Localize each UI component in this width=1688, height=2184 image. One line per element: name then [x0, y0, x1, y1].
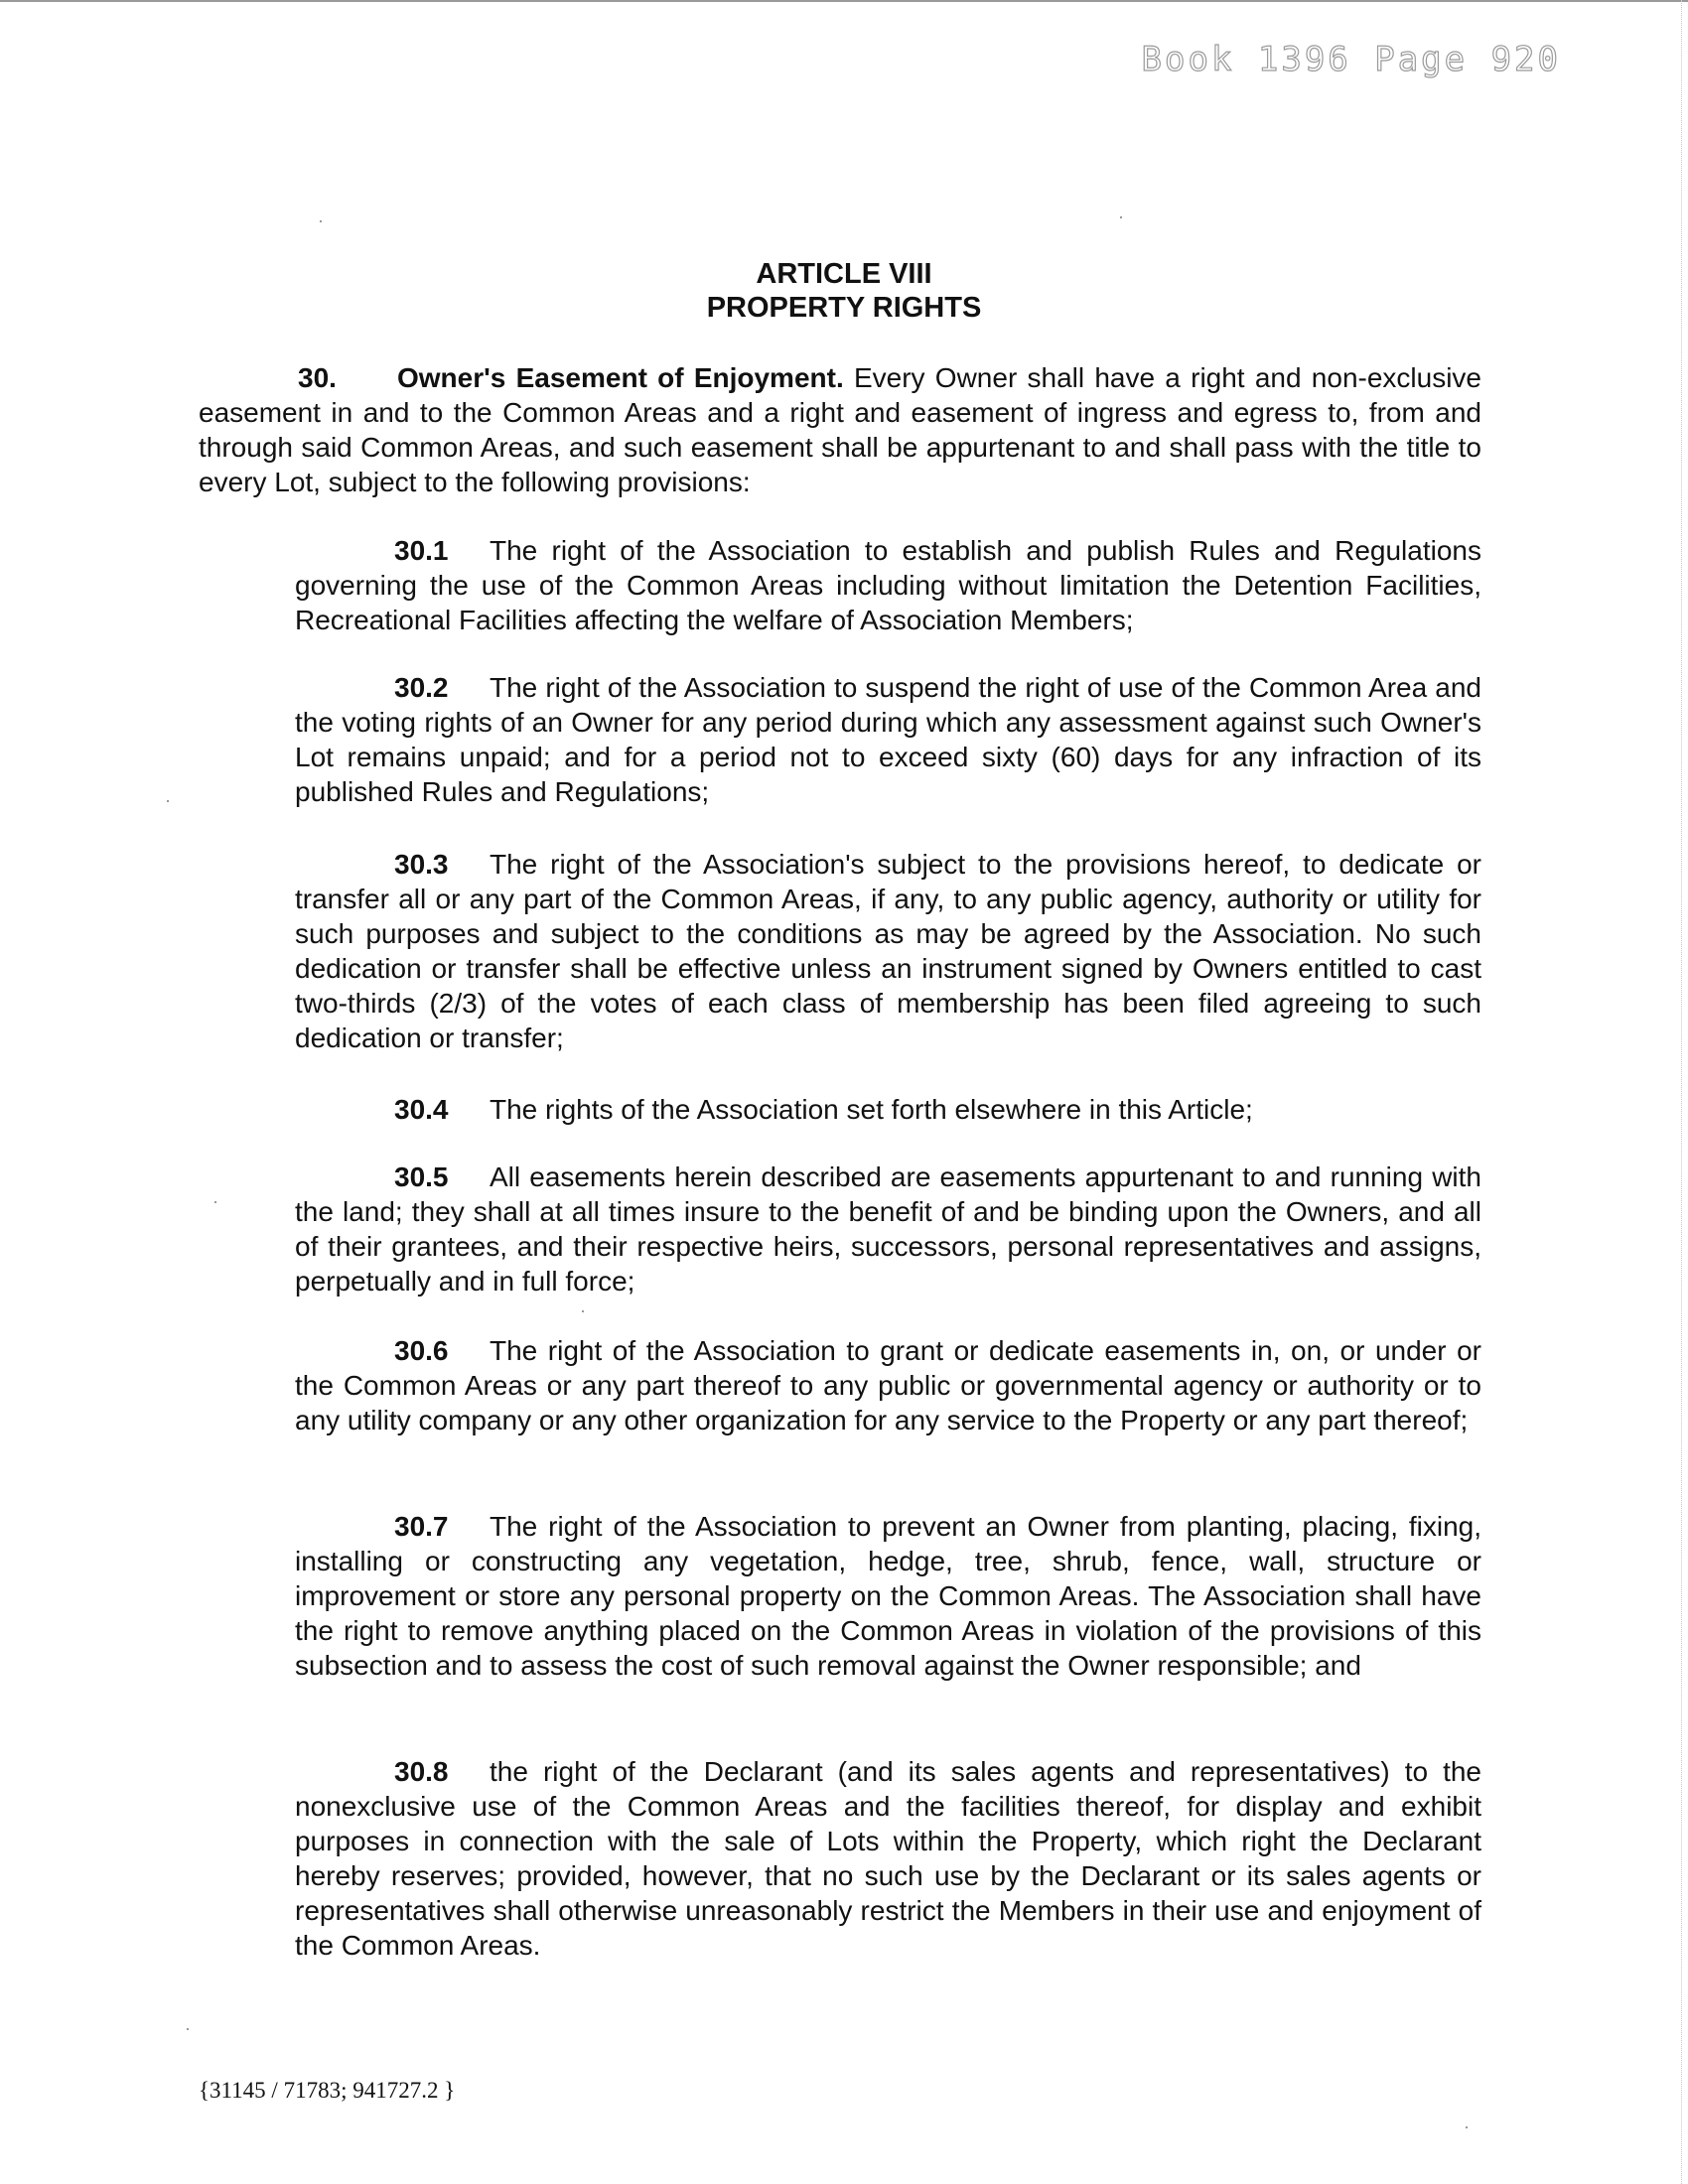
scan-right-edge	[1681, 0, 1688, 2184]
subsection-30-1	[295, 533, 1481, 637]
document-id-footer: {31145 / 71783; 941727.2 }	[199, 2078, 456, 2103]
scan-speck	[1466, 2126, 1468, 2128]
subsection-text: All easements herein described are easements appurtenant to and running with the land; they shall at all times insure to the benefit of and be binding upon the Owners, and all of their grantees, and their respective heirs, successors, personal representatives and assigns, perpetually and in full force;	[295, 1161, 1481, 1297]
subsection-number: 30.1	[394, 535, 449, 566]
subsection-number: 30.2	[394, 672, 449, 703]
subsection-number: 30.3	[394, 849, 449, 880]
subsection-number: 30.4	[394, 1094, 449, 1125]
scan-speck	[320, 220, 322, 222]
subsection-30-2	[295, 670, 1481, 809]
subsection-text: The right of the Association's subject to the provisions hereof, to dedicate or transfer all or any part of the Common Areas, if any, to any public agency, authority or utility for such purposes and subject to the conditions as may be agreed by the Association. No such dedication or transfer shall be effective unless an instrument signed by Owners entitled to cast two-thirds (2/3) of the votes of each class of membership has been filed agreeing to such dedication or transfer;	[295, 849, 1481, 1053]
section-text: Every Owner shall have a right and non-exclusive easement in and to the Common Areas and a right and easement of ingress and egress to, from and through said Common Areas, and such easement shall be appurtenant to and shall pass with the title to every Lot, subject to the following provisions:	[199, 362, 1481, 497]
section-number: 30.	[298, 362, 337, 393]
subsection-text: The right of the Association to grant or dedicate easements in, on, or under or the Common Areas or any part thereof to any public or governmental agency or authority or to any utility company or any other organization for any service to the Property or any part thereof;	[295, 1335, 1481, 1435]
subsection-30-7	[295, 1509, 1481, 1683]
subsection-30-5	[295, 1160, 1481, 1298]
article-number: ARTICLE VIII	[756, 258, 932, 290]
section-heading: Owner's Easement of Enjoyment.	[397, 362, 844, 393]
scan-speck	[167, 800, 169, 802]
section-30-paragraph	[199, 360, 1481, 499]
subsection-text: The rights of the Association set forth elsewhere in this Article;	[490, 1094, 1253, 1125]
subsection-number: 30.6	[394, 1335, 449, 1366]
book-page-stamp: Book 1396 Page 920	[1141, 40, 1561, 79]
subsection-30-6	[295, 1333, 1481, 1437]
subsection-number: 30.8	[394, 1756, 449, 1787]
scan-top-edge	[0, 0, 1688, 2]
scan-speck	[214, 1201, 216, 1203]
subsection-text: The right of the Association to establish and publish Rules and Regulations governing the use of the Common Areas including without limitation the Detention Facilities, Recreational Facilities affecting the welfare of Association Members;	[295, 535, 1481, 635]
subsection-number: 30.5	[394, 1161, 449, 1192]
scan-speck	[1120, 216, 1122, 218]
subsection-text: The right of the Association to prevent an Owner from planting, placing, fixing, installing or constructing any vegetation, hedge, tree, shrub, fence, wall, structure or improvement or store any personal property on the Common Areas. The Association shall have the right to remove anything placed on the Common Areas in violation of the provisions of this subsection and to assess the cost of such removal against the Owner responsible; and	[295, 1511, 1481, 1681]
scan-speck	[582, 1310, 584, 1312]
article-title: PROPERTY RIGHTS	[706, 292, 982, 324]
subsection-30-3	[295, 847, 1481, 1055]
subsection-number: 30.7	[394, 1511, 449, 1542]
subsection-30-8	[295, 1754, 1481, 1963]
subsection-30-4	[295, 1092, 1481, 1127]
subsection-text: The right of the Association to suspend the right of use of the Common Area and the voting rights of an Owner for any period during which any assessment against such Owner's Lot remains unpaid; and for a period not to exceed sixty (60) days for any infraction of its published Rules and Regulations;	[295, 672, 1481, 807]
subsection-text: the right of the Declarant (and its sales agents and representatives) to the nonexclusive use of the Common Areas and the facilities thereof, for display and exhibit purposes in connection with the sale of Lots within the Property, which right the Declarant hereby reserves; provided, however, that no such use by the Declarant or its sales agents or representatives shall otherwise unreasonably restrict the Members in their use and enjoyment of the Common Areas.	[295, 1756, 1481, 1961]
scan-speck	[187, 2028, 189, 2030]
